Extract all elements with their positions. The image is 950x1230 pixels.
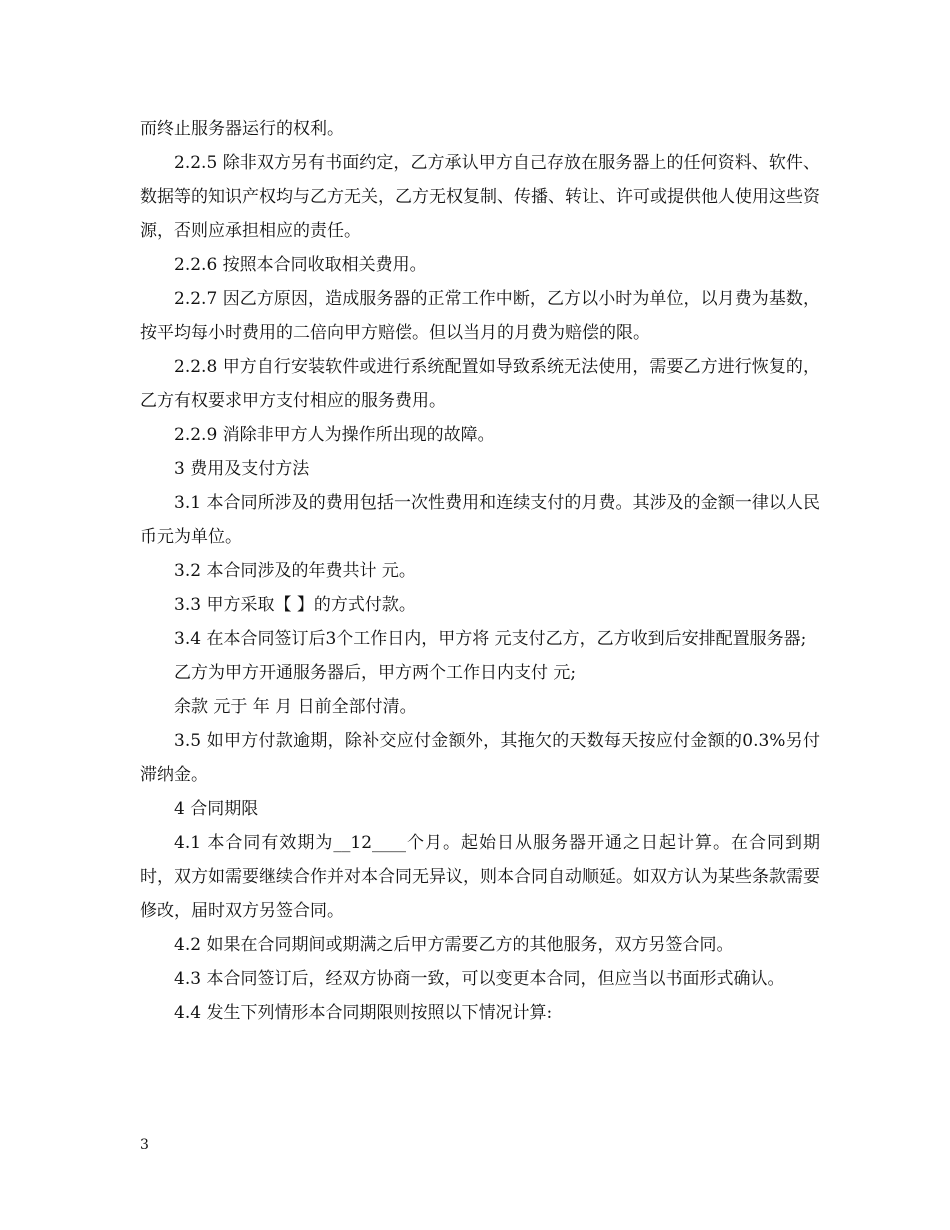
- paragraph: 2.2.6 按照本合同收取相关费用。: [174, 255, 427, 275]
- paragraph: 4 合同期限: [174, 799, 259, 819]
- paragraph: 3.3 甲方采取【 】的方式付款。: [174, 595, 416, 615]
- paragraph: 2.2.9 消除非甲方人为操作所出现的故障。: [174, 425, 495, 445]
- paragraph: 4.2 如果在合同期间或期满之后甲方需要乙方的其他服务，双方另签合同。: [174, 935, 734, 955]
- page-number: 3: [140, 1137, 149, 1153]
- paragraph: 4.3 本合同签订后，经双方协商一致，可以变更本合同，但应当以书面形式确认。: [174, 969, 785, 989]
- paragraph: 3.1 本合同所涉及的费用包括一次性费用和连续支付的月费。其涉及的金额一律以人民币元为单位。: [140, 493, 820, 547]
- paragraph: 乙方为甲方开通服务器后，甲方两个工作日内支付 元;: [174, 663, 577, 683]
- paragraph: 余款 元于 年 月 日前全部付清。: [174, 697, 417, 717]
- paragraph: 3.4 在本合同签订后3个工作日内，甲方将 元支付乙方，乙方收到后安排配置服务器;: [174, 629, 807, 649]
- document-body: [140, 112, 820, 1030]
- paragraph: 而终止服务器运行的权利。: [140, 119, 344, 139]
- paragraph: 2.2.8 甲方自行安装软件或进行系统配置如导致系统无法使用，需要乙方进行恢复的，乙方有权要求甲方支付相应的服务费用。: [140, 357, 820, 411]
- paragraph: 3 费用及支付方法: [174, 459, 310, 479]
- paragraph: 2.2.7 因乙方原因，造成服务器的正常工作中断，乙方以小时为单位，以月费为基数，按平均每小时费用的二倍向甲方赔偿。但以当月的月费为赔偿的限。: [140, 289, 820, 343]
- paragraph: 3.2 本合同涉及的年费共计 元。: [174, 561, 416, 581]
- paragraph: 4.1 本合同有效期为__12____个月。起始日从服务器开通之日起计算。在合同到期时，双方如需要继续合作并对本合同无异议，则本合同自动顺延。如双方认为某些条款需要修改，届时双方另签合同。: [140, 833, 820, 921]
- paragraph: 3.5 如甲方付款逾期，除补交应付金额外，其拖欠的天数每天按应付金额的0.3%另付滞纳金。: [140, 731, 820, 785]
- paragraph: 2.2.5 除非双方另有书面约定，乙方承认甲方自己存放在服务器上的任何资料、软件、数据等的知识产权均与乙方无关，乙方无权复制、传播、转让、许可或提供他人使用这些资源，否则应承担相应的责任。: [140, 153, 820, 241]
- paragraph: 4.4 发生下列情形本合同期限则按照以下情况计算:: [174, 1003, 553, 1023]
